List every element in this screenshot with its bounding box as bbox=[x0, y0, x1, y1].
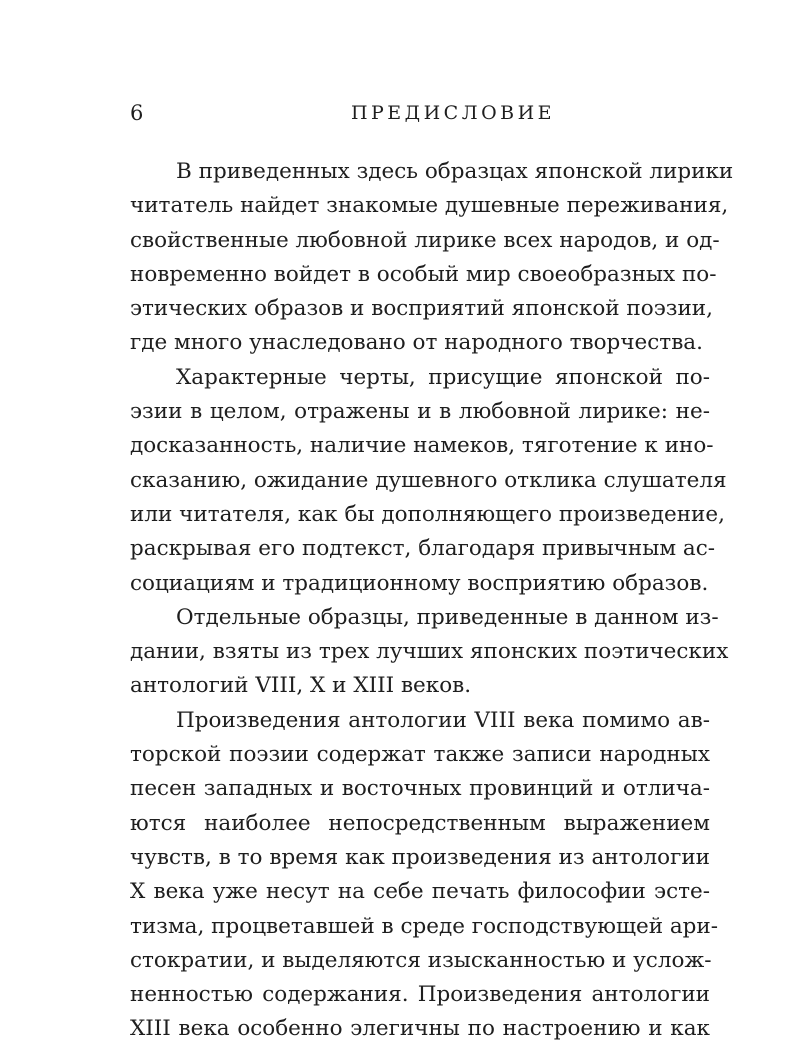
text-line: раскрывая его подтекст, благодаря привычным ас- bbox=[130, 536, 716, 562]
text-line: тизма, процветавшей в среде господствующей ари- bbox=[130, 913, 719, 939]
text-line: Отдельные образцы, приведенные в данном из- bbox=[176, 604, 719, 630]
text-line: ются наиболее непосредственным выражением bbox=[130, 810, 710, 836]
text-line: стократии, и выделяются изысканностью и услож- bbox=[130, 947, 712, 973]
text-line: XIII века особенно элегичны по настроению и как bbox=[130, 1016, 710, 1042]
text-line: Произведения антологии VIII века помимо ав- bbox=[176, 707, 710, 733]
section-title: ПРЕДИСЛОВИЕ bbox=[350, 102, 556, 124]
text-line: ненностью содержания. Произведения антологии bbox=[130, 982, 710, 1008]
text-line: досказанность, наличие намеков, тяготение к ино- bbox=[130, 433, 714, 459]
text-line: свойственные любовной лирике всех народов, и од- bbox=[130, 227, 720, 253]
text-line: Характерные черты, присущие японской по- bbox=[176, 364, 710, 390]
text-line: песен западных и восточных провинций и отлича- bbox=[130, 776, 710, 802]
text-line: новременно войдет в особый мир своеобразных по- bbox=[130, 261, 717, 287]
text-line: или читателя, как бы дополняющего произведение, bbox=[130, 501, 725, 527]
text-line: В приведенных здесь образцах японской лирики bbox=[176, 159, 734, 184]
text-line: чувств, в то время как произведения из антологии bbox=[130, 844, 710, 870]
running-head bbox=[130, 98, 706, 128]
page-number: 6 bbox=[130, 101, 144, 125]
text-line: торской поэзии содержат также записи народных bbox=[130, 742, 710, 768]
text-line: дании, взяты из трех лучших японских поэтических bbox=[130, 639, 729, 665]
text-line: социациям и традиционному восприятию образов. bbox=[130, 570, 709, 596]
text-line: сказанию, ожидание душевного отклика слушателя bbox=[130, 467, 727, 493]
text-line: эзии в целом, отражены и в любовной лирике: не- bbox=[130, 399, 710, 425]
text-line: где много унаследовано от народного творчества. bbox=[130, 330, 703, 356]
text-line: антологий VIII, X и XIII веков. bbox=[130, 673, 472, 699]
text-line: читатель найдет знакомые душевные переживания, bbox=[130, 193, 729, 219]
text-line: X века уже несут на себе печать философии эсте- bbox=[130, 879, 710, 905]
body-text bbox=[130, 155, 734, 1047]
text-line: этических образов и восприятий японской поэзии, bbox=[130, 296, 713, 322]
